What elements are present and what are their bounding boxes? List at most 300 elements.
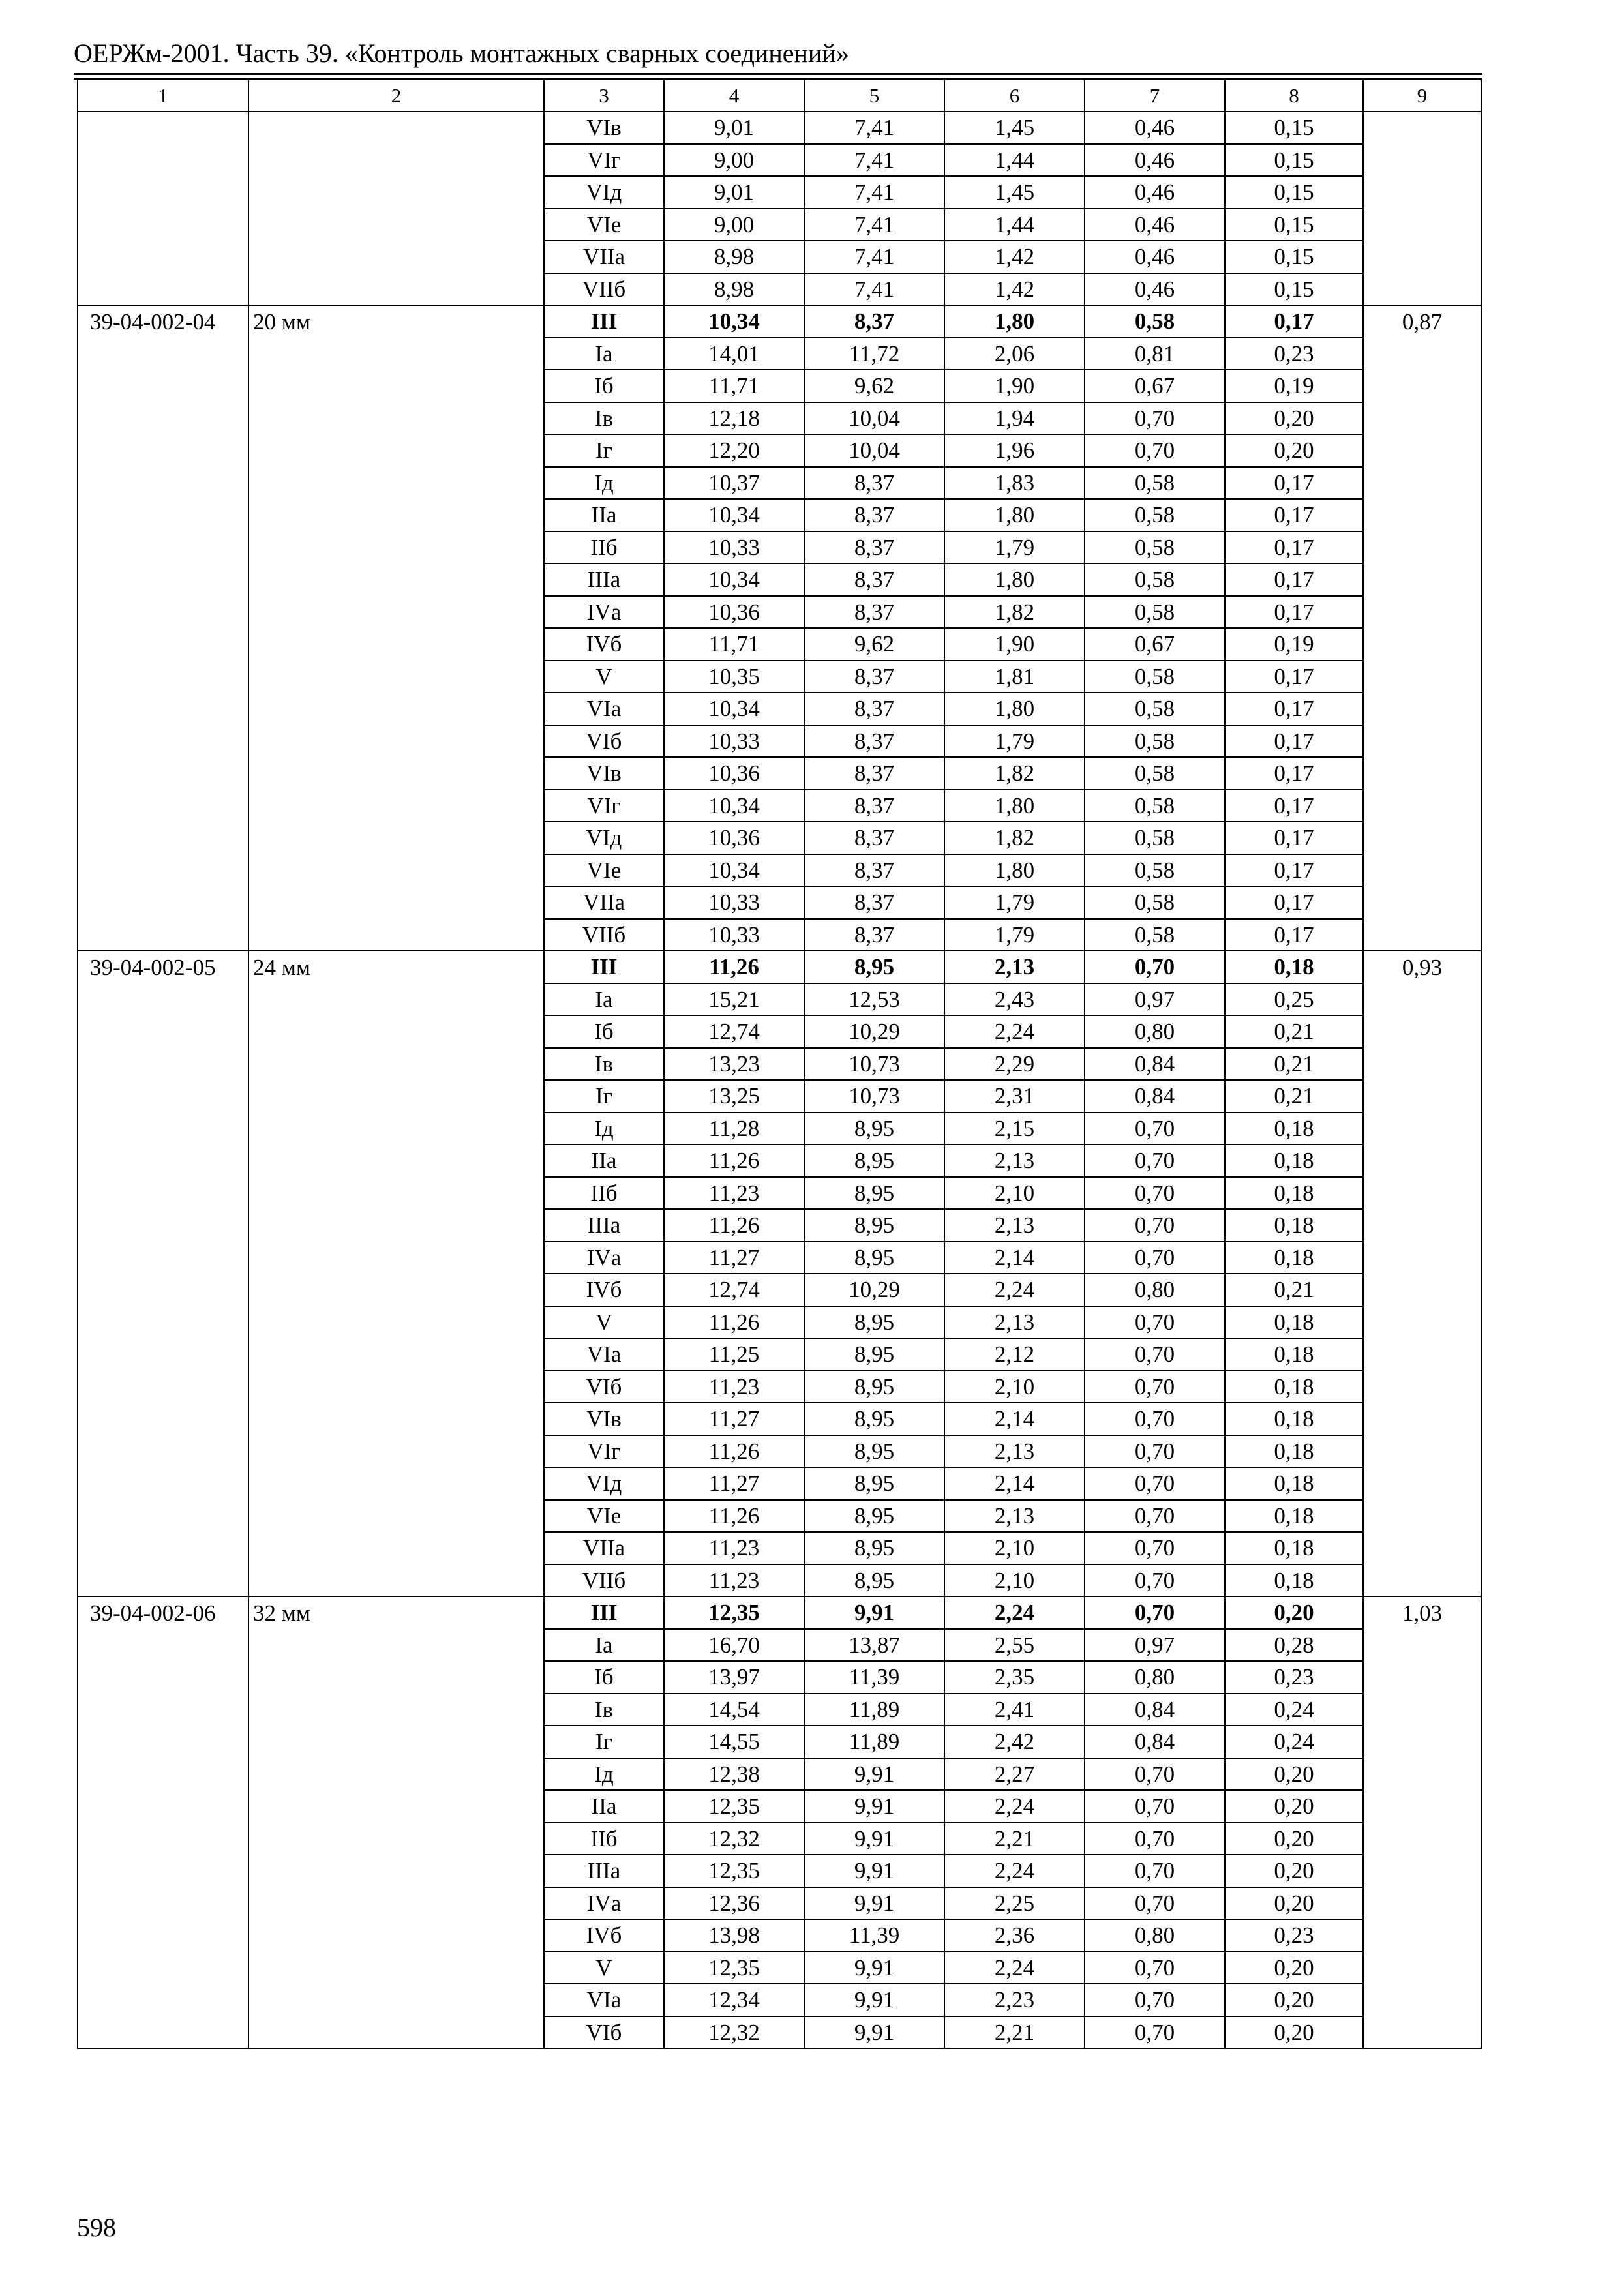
zone-cell: VIг <box>544 1435 664 1468</box>
value-cell: 0,19 <box>1225 628 1363 661</box>
value-cell: 0,81 <box>1085 338 1225 370</box>
value-cell: 12,34 <box>664 1984 804 2016</box>
value-cell: 0,17 <box>1225 693 1363 725</box>
column-number: 5 <box>804 80 944 112</box>
value-cell: 8,37 <box>804 563 944 596</box>
zone-cell: VIе <box>544 209 664 241</box>
column-number: 4 <box>664 80 804 112</box>
value-cell: 7,41 <box>804 273 944 306</box>
value-cell: 11,23 <box>664 1371 804 1403</box>
value-cell: 7,41 <box>804 176 944 209</box>
value-cell: 0,58 <box>1085 854 1225 887</box>
value-cell: 2,13 <box>944 1500 1085 1533</box>
value-cell: 0,70 <box>1085 1823 1225 1855</box>
value-cell: 0,46 <box>1085 273 1225 306</box>
value-cell: 8,37 <box>804 790 944 822</box>
value-cell: 9,91 <box>804 1984 944 2016</box>
zone-cell: VIд <box>544 822 664 854</box>
value-cell: 0,70 <box>1085 1500 1225 1533</box>
value-cell: 10,34 <box>664 305 804 338</box>
zone-cell: Iа <box>544 338 664 370</box>
zone-cell: VIе <box>544 854 664 887</box>
value-cell: 11,89 <box>804 1694 944 1726</box>
zone-cell: IVа <box>544 1242 664 1274</box>
value-cell: 0,17 <box>1225 919 1363 951</box>
zone-cell: Iв <box>544 402 664 435</box>
value-cell: 0,28 <box>1225 1629 1363 1662</box>
value-cell: 0,70 <box>1085 1371 1225 1403</box>
value-cell: 0,20 <box>1225 1790 1363 1823</box>
value-cell: 8,95 <box>804 1144 944 1177</box>
value-cell: 11,39 <box>804 1661 944 1694</box>
value-cell: 7,41 <box>804 112 944 144</box>
zone-cell: VIIб <box>544 273 664 306</box>
value-cell: 0,20 <box>1225 1952 1363 1984</box>
value-cell: 8,95 <box>804 1242 944 1274</box>
value-cell: 1,79 <box>944 919 1085 951</box>
value-cell: 0,58 <box>1085 919 1225 951</box>
value-cell: 10,04 <box>804 402 944 435</box>
value-cell: 0,15 <box>1225 176 1363 209</box>
value-cell: 0,70 <box>1085 1596 1225 1629</box>
value-cell: 1,94 <box>944 402 1085 435</box>
value-cell: 1,81 <box>944 661 1085 693</box>
value-cell: 0,84 <box>1085 1726 1225 1758</box>
zone-cell: Iд <box>544 1758 664 1791</box>
value-cell: 2,06 <box>944 338 1085 370</box>
value-cell: 0,17 <box>1225 596 1363 629</box>
zone-cell: IIа <box>544 1790 664 1823</box>
value-cell: 0,70 <box>1085 402 1225 435</box>
table-body <box>78 80 1481 2048</box>
value-cell: 11,71 <box>664 628 804 661</box>
value-cell: 13,98 <box>664 1919 804 1952</box>
value-cell: 0,84 <box>1085 1694 1225 1726</box>
value-cell: 1,42 <box>944 241 1085 273</box>
page-number: 598 <box>77 2213 116 2242</box>
value-cell: 0,15 <box>1225 144 1363 177</box>
value-cell: 8,37 <box>804 305 944 338</box>
zone-cell: Iг <box>544 1726 664 1758</box>
value-cell: 0,70 <box>1085 1403 1225 1435</box>
zone-cell: IIIа <box>544 1209 664 1242</box>
rate-code-cell: 39-04-002-06 <box>78 1596 248 2048</box>
zone-cell: VIд <box>544 1467 664 1500</box>
value-cell: 1,45 <box>944 112 1085 144</box>
value-cell: 2,24 <box>944 1790 1085 1823</box>
column-number: 3 <box>544 80 664 112</box>
value-cell: 0,58 <box>1085 725 1225 758</box>
value-cell: 10,36 <box>664 822 804 854</box>
running-header: ОЕРЖм-2001. Часть 39. «Контроль монтажных сварных соединений» <box>74 38 849 68</box>
value-cell: 2,13 <box>944 1435 1085 1468</box>
value-cell: 8,95 <box>804 1564 944 1597</box>
zone-cell: VIIб <box>544 1564 664 1597</box>
value-cell: 2,13 <box>944 1306 1085 1339</box>
value-cell: 11,23 <box>664 1532 804 1564</box>
value-cell: 11,89 <box>804 1726 944 1758</box>
value-cell: 8,37 <box>804 854 944 887</box>
value-cell: 0,58 <box>1085 693 1225 725</box>
value-cell: 7,41 <box>804 241 944 273</box>
value-cell: 0,80 <box>1085 1661 1225 1694</box>
value-cell: 0,70 <box>1085 1144 1225 1177</box>
value-cell: 9,91 <box>804 1790 944 1823</box>
value-cell: 10,34 <box>664 790 804 822</box>
value-cell: 8,95 <box>804 1371 944 1403</box>
column-number: 6 <box>944 80 1085 112</box>
value-cell: 0,18 <box>1225 1435 1363 1468</box>
value-cell: 10,73 <box>804 1080 944 1113</box>
value-cell: 0,70 <box>1085 1209 1225 1242</box>
value-cell: 0,67 <box>1085 370 1225 402</box>
value-cell: 12,35 <box>664 1855 804 1887</box>
value-cell: 1,45 <box>944 176 1085 209</box>
value-cell: 0,18 <box>1225 1403 1363 1435</box>
zone-cell: Iв <box>544 1694 664 1726</box>
value-cell: 10,36 <box>664 596 804 629</box>
value-cell: 8,95 <box>804 1500 944 1533</box>
value-cell: 12,32 <box>664 1823 804 1855</box>
value-cell: 0,19 <box>1225 370 1363 402</box>
value-cell: 1,80 <box>944 854 1085 887</box>
value-cell: 12,53 <box>804 983 944 1016</box>
value-cell: 0,58 <box>1085 467 1225 500</box>
value-cell: 12,74 <box>664 1015 804 1048</box>
value-cell: 8,37 <box>804 919 944 951</box>
value-cell: 8,95 <box>804 1338 944 1371</box>
value-cell: 0,58 <box>1085 790 1225 822</box>
rate-description-cell: 24 мм <box>248 951 544 1596</box>
value-cell: 10,33 <box>664 919 804 951</box>
value-cell: 0,46 <box>1085 176 1225 209</box>
value-cell: 11,23 <box>664 1177 804 1210</box>
value-cell: 9,91 <box>804 1596 944 1629</box>
value-cell: 2,14 <box>944 1467 1085 1500</box>
value-cell: 9,91 <box>804 1952 944 1984</box>
value-cell: 0,97 <box>1085 983 1225 1016</box>
value-cell: 0,24 <box>1225 1726 1363 1758</box>
value-cell: 0,17 <box>1225 725 1363 758</box>
zone-cell: III <box>544 305 664 338</box>
value-cell: 2,12 <box>944 1338 1085 1371</box>
value-cell: 2,10 <box>944 1532 1085 1564</box>
value-cell: 0,17 <box>1225 757 1363 790</box>
value-cell: 1,80 <box>944 790 1085 822</box>
value-cell: 1,80 <box>944 563 1085 596</box>
value-cell: 0,46 <box>1085 144 1225 177</box>
zone-cell: VIб <box>544 1371 664 1403</box>
zone-cell: VIIб <box>544 919 664 951</box>
value-cell: 8,37 <box>804 757 944 790</box>
value-cell: 0,20 <box>1225 1984 1363 2016</box>
value-cell: 12,18 <box>664 402 804 435</box>
value-cell: 2,21 <box>944 1823 1085 1855</box>
zone-cell: IVа <box>544 1887 664 1920</box>
value-cell: 10,04 <box>804 434 944 467</box>
value-cell: 2,36 <box>944 1919 1085 1952</box>
value-cell: 14,54 <box>664 1694 804 1726</box>
value-cell: 9,91 <box>804 2016 944 2049</box>
zone-cell: Iд <box>544 1113 664 1145</box>
value-cell: 11,27 <box>664 1242 804 1274</box>
value-cell: 0,70 <box>1085 1887 1225 1920</box>
value-cell: 14,01 <box>664 338 804 370</box>
value-cell: 13,97 <box>664 1661 804 1694</box>
value-cell: 13,87 <box>804 1629 944 1662</box>
zone-cell: IVб <box>544 1274 664 1306</box>
column-number: 8 <box>1225 80 1363 112</box>
value-cell: 2,27 <box>944 1758 1085 1791</box>
coefficient-cell: 1,03 <box>1363 1596 1481 2048</box>
zone-cell: Iг <box>544 1080 664 1113</box>
value-cell: 9,91 <box>804 1887 944 1920</box>
zone-cell: V <box>544 661 664 693</box>
value-cell: 0,18 <box>1225 1338 1363 1371</box>
value-cell: 0,70 <box>1085 1758 1225 1791</box>
value-cell: 10,36 <box>664 757 804 790</box>
zone-cell: IIб <box>544 1177 664 1210</box>
value-cell: 0,46 <box>1085 241 1225 273</box>
value-cell: 7,41 <box>804 144 944 177</box>
value-cell: 0,18 <box>1225 1306 1363 1339</box>
value-cell: 2,41 <box>944 1694 1085 1726</box>
rate-description-cell <box>248 112 544 305</box>
value-cell: 2,24 <box>944 1952 1085 1984</box>
value-cell: 1,90 <box>944 370 1085 402</box>
value-cell: 8,95 <box>804 1209 944 1242</box>
value-cell: 0,70 <box>1085 1952 1225 1984</box>
value-cell: 14,55 <box>664 1726 804 1758</box>
zone-cell: IIIа <box>544 1855 664 1887</box>
value-cell: 2,15 <box>944 1113 1085 1145</box>
value-cell: 0,18 <box>1225 1564 1363 1597</box>
zone-cell: III <box>544 1596 664 1629</box>
value-cell: 11,25 <box>664 1338 804 1371</box>
value-cell: 1,80 <box>944 499 1085 531</box>
zone-cell: IIб <box>544 531 664 564</box>
coefficient-cell <box>1363 112 1481 305</box>
value-cell: 1,82 <box>944 822 1085 854</box>
value-cell: 8,37 <box>804 499 944 531</box>
value-cell: 0,17 <box>1225 563 1363 596</box>
zone-cell: IIб <box>544 1823 664 1855</box>
value-cell: 0,23 <box>1225 1919 1363 1952</box>
zone-cell: V <box>544 1952 664 1984</box>
value-cell: 0,58 <box>1085 305 1225 338</box>
value-cell: 2,55 <box>944 1629 1085 1662</box>
value-cell: 0,17 <box>1225 886 1363 919</box>
value-cell: 9,00 <box>664 209 804 241</box>
zone-cell: Iд <box>544 467 664 500</box>
zone-cell: VIа <box>544 1984 664 2016</box>
value-cell: 11,27 <box>664 1403 804 1435</box>
value-cell: 0,17 <box>1225 499 1363 531</box>
value-cell: 12,20 <box>664 434 804 467</box>
value-cell: 0,46 <box>1085 209 1225 241</box>
value-cell: 0,67 <box>1085 628 1225 661</box>
coefficient-cell: 0,87 <box>1363 305 1481 951</box>
value-cell: 0,70 <box>1085 1177 1225 1210</box>
table-row <box>78 951 1481 983</box>
value-cell: 12,74 <box>664 1274 804 1306</box>
value-cell: 0,70 <box>1085 1435 1225 1468</box>
value-cell: 9,62 <box>804 370 944 402</box>
value-cell: 0,18 <box>1225 1144 1363 1177</box>
zone-cell: VIе <box>544 1500 664 1533</box>
value-cell: 13,23 <box>664 1048 804 1081</box>
value-cell: 0,80 <box>1085 1919 1225 1952</box>
value-cell: 0,58 <box>1085 499 1225 531</box>
value-cell: 7,41 <box>804 209 944 241</box>
value-cell: 11,26 <box>664 1209 804 1242</box>
column-number: 7 <box>1085 80 1225 112</box>
value-cell: 2,24 <box>944 1015 1085 1048</box>
value-cell: 8,37 <box>804 822 944 854</box>
value-cell: 0,21 <box>1225 1080 1363 1113</box>
value-cell: 11,26 <box>664 1306 804 1339</box>
value-cell: 0,84 <box>1085 1080 1225 1113</box>
value-cell: 2,13 <box>944 1209 1085 1242</box>
value-cell: 1,96 <box>944 434 1085 467</box>
value-cell: 9,01 <box>664 112 804 144</box>
value-cell: 0,20 <box>1225 1823 1363 1855</box>
value-cell: 0,70 <box>1085 434 1225 467</box>
value-cell: 0,18 <box>1225 1532 1363 1564</box>
value-cell: 0,17 <box>1225 822 1363 854</box>
value-cell: 2,21 <box>944 2016 1085 2049</box>
value-cell: 1,79 <box>944 725 1085 758</box>
value-cell: 0,58 <box>1085 757 1225 790</box>
value-cell: 0,58 <box>1085 596 1225 629</box>
value-cell: 2,35 <box>944 1661 1085 1694</box>
column-number: 9 <box>1363 80 1481 112</box>
rates-table <box>77 79 1482 2049</box>
zone-cell: VIб <box>544 2016 664 2049</box>
value-cell: 12,36 <box>664 1887 804 1920</box>
value-cell: 0,20 <box>1225 1887 1363 1920</box>
value-cell: 2,13 <box>944 1144 1085 1177</box>
value-cell: 12,35 <box>664 1790 804 1823</box>
zone-cell: VIг <box>544 790 664 822</box>
value-cell: 0,18 <box>1225 1113 1363 1145</box>
value-cell: 0,84 <box>1085 1048 1225 1081</box>
zone-cell: IIа <box>544 499 664 531</box>
value-cell: 9,91 <box>804 1855 944 1887</box>
value-cell: 0,70 <box>1085 1564 1225 1597</box>
zone-cell: Iа <box>544 1629 664 1662</box>
value-cell: 0,18 <box>1225 1467 1363 1500</box>
value-cell: 1,82 <box>944 596 1085 629</box>
value-cell: 1,90 <box>944 628 1085 661</box>
value-cell: 8,37 <box>804 693 944 725</box>
value-cell: 2,24 <box>944 1596 1085 1629</box>
value-cell: 0,46 <box>1085 112 1225 144</box>
value-cell: 11,71 <box>664 370 804 402</box>
value-cell: 1,42 <box>944 273 1085 306</box>
value-cell: 1,44 <box>944 209 1085 241</box>
column-number-row <box>78 80 1481 112</box>
value-cell: 11,26 <box>664 1500 804 1533</box>
value-cell: 0,97 <box>1085 1629 1225 1662</box>
zone-cell: VIIа <box>544 1532 664 1564</box>
value-cell: 0,18 <box>1225 1209 1363 1242</box>
value-cell: 8,95 <box>804 1113 944 1145</box>
value-cell: 1,83 <box>944 467 1085 500</box>
rate-code-cell <box>78 112 248 305</box>
value-cell: 8,95 <box>804 1177 944 1210</box>
value-cell: 1,79 <box>944 531 1085 564</box>
value-cell: 2,42 <box>944 1726 1085 1758</box>
value-cell: 11,26 <box>664 951 804 983</box>
value-cell: 12,38 <box>664 1758 804 1791</box>
table-row <box>78 112 1481 144</box>
value-cell: 0,18 <box>1225 1177 1363 1210</box>
value-cell: 0,58 <box>1085 822 1225 854</box>
value-cell: 2,31 <box>944 1080 1085 1113</box>
zone-cell: VIб <box>544 725 664 758</box>
value-cell: 0,21 <box>1225 1274 1363 1306</box>
zone-cell: IVа <box>544 596 664 629</box>
zone-cell: VIг <box>544 144 664 177</box>
value-cell: 0,18 <box>1225 1500 1363 1533</box>
zone-cell: IIIа <box>544 563 664 596</box>
zone-cell: VIIа <box>544 241 664 273</box>
value-cell: 0,17 <box>1225 467 1363 500</box>
rate-description-cell: 32 мм <box>248 1596 544 2048</box>
value-cell: 0,70 <box>1085 1532 1225 1564</box>
value-cell: 0,70 <box>1085 1242 1225 1274</box>
value-cell: 2,23 <box>944 1984 1085 2016</box>
zone-cell: IVб <box>544 1919 664 1952</box>
value-cell: 10,35 <box>664 661 804 693</box>
zone-cell: Iб <box>544 1015 664 1048</box>
zone-cell: VIа <box>544 693 664 725</box>
value-cell: 10,33 <box>664 531 804 564</box>
value-cell: 9,01 <box>664 176 804 209</box>
value-cell: 12,35 <box>664 1596 804 1629</box>
rate-description-cell: 20 мм <box>248 305 544 951</box>
value-cell: 1,80 <box>944 693 1085 725</box>
value-cell: 0,80 <box>1085 1274 1225 1306</box>
value-cell: 12,32 <box>664 2016 804 2049</box>
zone-cell: III <box>544 951 664 983</box>
value-cell: 0,70 <box>1085 1338 1225 1371</box>
header-rule-top <box>74 73 1482 75</box>
value-cell: 2,29 <box>944 1048 1085 1081</box>
value-cell: 8,95 <box>804 1306 944 1339</box>
zone-cell: Iа <box>544 983 664 1016</box>
table-row <box>78 305 1481 338</box>
value-cell: 9,00 <box>664 144 804 177</box>
value-cell: 2,25 <box>944 1887 1085 1920</box>
value-cell: 0,15 <box>1225 241 1363 273</box>
value-cell: 15,21 <box>664 983 804 1016</box>
value-cell: 0,17 <box>1225 531 1363 564</box>
value-cell: 8,95 <box>804 1532 944 1564</box>
value-cell: 9,62 <box>804 628 944 661</box>
value-cell: 0,18 <box>1225 1371 1363 1403</box>
value-cell: 11,72 <box>804 338 944 370</box>
zone-cell: VIIа <box>544 886 664 919</box>
value-cell: 0,70 <box>1085 1855 1225 1887</box>
value-cell: 0,21 <box>1225 1015 1363 1048</box>
value-cell: 0,17 <box>1225 305 1363 338</box>
value-cell: 2,13 <box>944 951 1085 983</box>
value-cell: 1,82 <box>944 757 1085 790</box>
value-cell: 9,91 <box>804 1823 944 1855</box>
value-cell: 0,58 <box>1085 531 1225 564</box>
